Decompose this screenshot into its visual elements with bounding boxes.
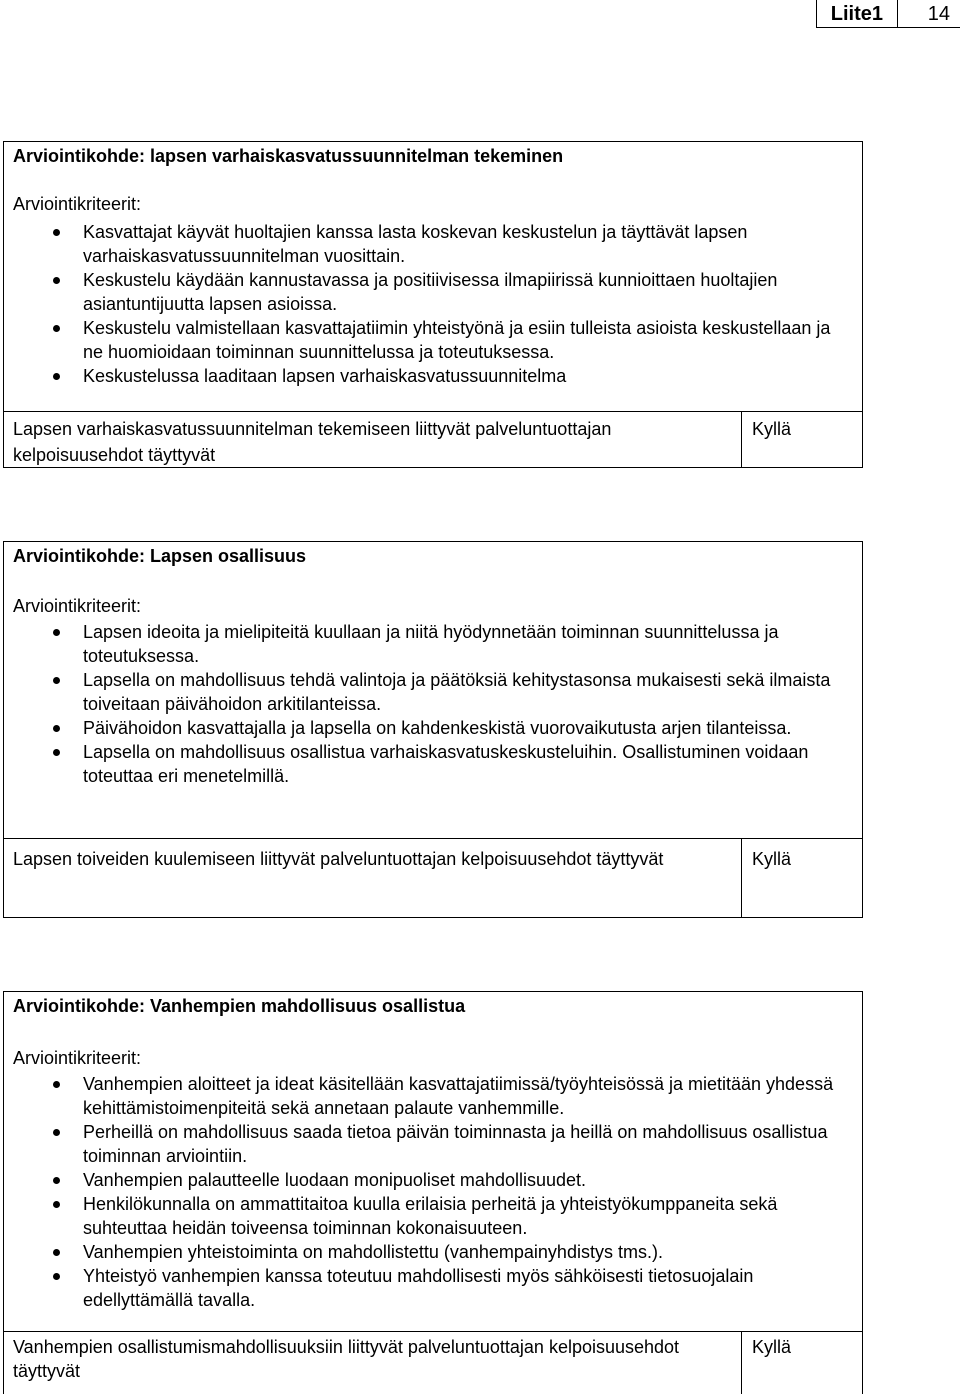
criteria-list	[13, 620, 862, 788]
bullet-icon	[53, 677, 60, 684]
bullet-icon	[53, 749, 60, 756]
list-item: Vanhempien palautteelle luodaan monipuoliset mahdollisuudet.	[13, 1168, 862, 1192]
criteria-heading: Arviointikriteerit:	[13, 596, 142, 616]
list-item: Keskustelu käydään kannustavassa ja positiivisessa ilmapiirissä kunnioittaen huoltajien asiantuntijuutta lapsen asioissa.	[13, 268, 862, 316]
list-item: Vanhempien aloitteet ja ideat käsitellään kasvattajatiimissä/työyhteisössä ja mietitään yhdessä kehittämistoimenpiteitä sekä annetaan palaute vanhemmille.	[13, 1072, 862, 1120]
list-item: Lapsella on mahdollisuus osallistua varhaiskasvatuskeskusteluihin. Osallistuminen voidaan toteuttaa eri menetelmillä.	[13, 740, 862, 788]
assessment-section-2	[3, 541, 863, 918]
bullet-icon	[53, 1273, 60, 1280]
section-title: Arviointikohde: Vanhempien mahdollisuus osallistua	[13, 996, 466, 1016]
condition-row	[4, 411, 862, 467]
list-item: Vanhempien yhteistoiminta on mahdollistettu (vanhempainyhdistys tms.).	[13, 1240, 862, 1264]
bullet-icon	[53, 325, 60, 332]
page-number: 14	[897, 0, 960, 28]
bullet-icon	[53, 373, 60, 380]
list-item: Lapsen ideoita ja mielipiteitä kuullaan ja niitä hyödynnetään toiminnan suunnittelussa ja toteutuksessa.	[13, 620, 862, 668]
page-header	[816, 0, 960, 28]
section-title: Arviointikohde: lapsen varhaiskasvatussuunnitelman tekeminen	[13, 146, 564, 166]
list-item: Päivähoidon kasvattajalla ja lapsella on kahdenkeskistä vuorovaikutusta arjen tilanteissa.	[13, 716, 862, 740]
answer-value: Kyllä	[752, 419, 792, 439]
section-title: Arviointikohde: Lapsen osallisuus	[13, 546, 307, 566]
bullet-icon	[53, 629, 60, 636]
criteria-heading: Arviointikriteerit:	[13, 1048, 142, 1068]
bullet-icon	[53, 1201, 60, 1208]
condition-text: Vanhempien osallistumismahdollisuuksiin liittyvät palveluntuottajan kelpoisuusehdot täyttyvät	[4, 1332, 742, 1394]
list-item: Kasvattajat käyvät huoltajien kanssa lasta koskevan keskustelun ja täyttävät lapsen varhaiskasvatussuunnitelman vuosittain.	[13, 220, 862, 268]
criteria-list	[13, 220, 862, 388]
assessment-section-3	[3, 991, 863, 1394]
bullet-icon	[53, 229, 60, 236]
condition-row	[4, 1331, 862, 1394]
bullet-icon	[53, 1081, 60, 1088]
list-item: Yhteistyö vanhempien kanssa toteutuu mahdollisesti myös sähköisesti tietosuojalain edellyttämällä tavalla.	[13, 1264, 862, 1312]
answer-value: Kyllä	[752, 1337, 792, 1357]
list-item: Keskustelussa laaditaan lapsen varhaiskasvatussuunnitelma	[13, 364, 862, 388]
list-item: Keskustelu valmistellaan kasvattajatiimin yhteistyönä ja esiin tulleista asioista keskustellaan ja ne huomioidaan toiminnan suunnittelussa ja toteutuksessa.	[13, 316, 862, 364]
bullet-icon	[53, 1249, 60, 1256]
list-item: Perheillä on mahdollisuus saada tietoa päivän toiminnasta ja heillä on mahdollisuus osallistua toiminnan arviointiin.	[13, 1120, 862, 1168]
criteria-list	[13, 1072, 862, 1312]
bullet-icon	[53, 725, 60, 732]
bullet-icon	[53, 1129, 60, 1136]
condition-text: Lapsen toiveiden kuulemiseen liittyvät palveluntuottajan kelpoisuusehdot täyttyvät	[4, 839, 742, 917]
list-item: Lapsella on mahdollisuus tehdä valintoja ja päätöksiä kehitystasonsa mukaisesti sekä ilmaista toiveitaan päivähoidon arkitilanteissa.	[13, 668, 862, 716]
criteria-heading: Arviointikriteerit:	[13, 194, 142, 214]
assessment-section-1	[3, 141, 863, 468]
answer-value: Kyllä	[752, 849, 792, 869]
appendix-label: Liite1	[816, 0, 897, 28]
condition-text: Lapsen varhaiskasvatussuunnitelman tekemiseen liittyvät palveluntuottajan kelpoisuusehdot täyttyvät	[4, 412, 742, 467]
condition-row	[4, 838, 862, 917]
bullet-icon	[53, 277, 60, 284]
bullet-icon	[53, 1177, 60, 1184]
list-item: Henkilökunnalla on ammattitaitoa kuulla erilaisia perheitä ja yhteistyökumppaneita sekä suhteuttaa heidän toiveensa toiminnan kokonaisuuteen.	[13, 1192, 862, 1240]
